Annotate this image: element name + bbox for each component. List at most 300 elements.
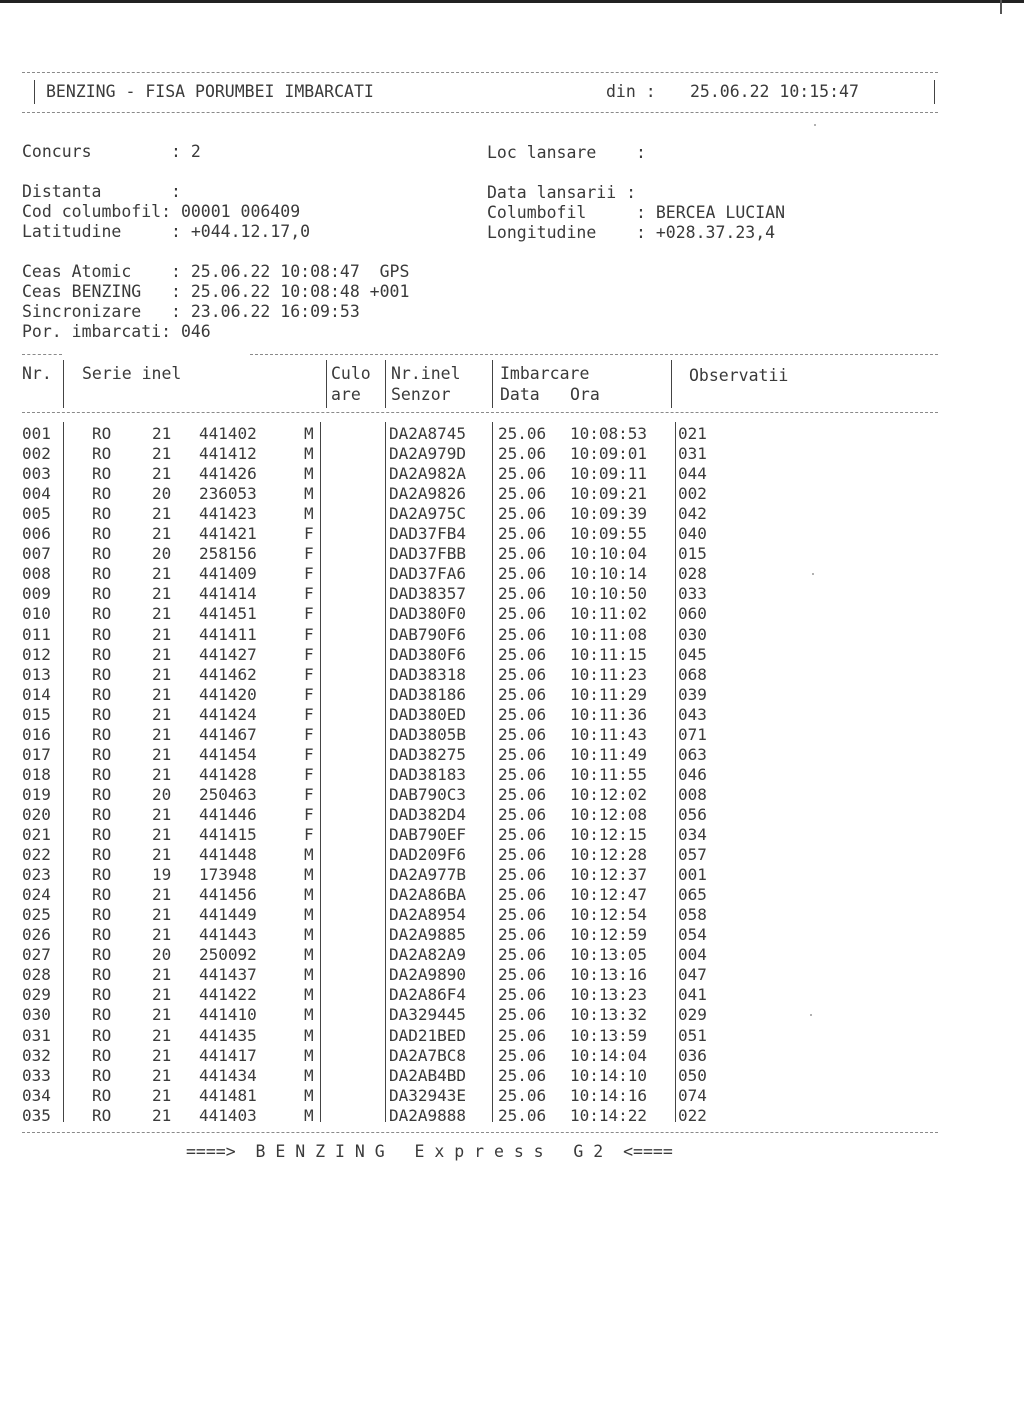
- row-date: 25.06: [498, 965, 547, 985]
- row-nr: 008: [22, 564, 51, 584]
- row-time: 10:11:36: [570, 704, 648, 724]
- row-nr: 009: [22, 584, 51, 604]
- row-observatii: 060: [678, 604, 707, 624]
- row-sensor: DA2A86F4: [389, 985, 467, 1005]
- table-row: [0, 524, 1000, 544]
- info-distanta: Distanta :: [22, 182, 181, 201]
- info-ceas-atomic: Ceas Atomic : 25.06.22 10:08:47 GPS: [22, 262, 410, 281]
- row-sex: F: [304, 804, 314, 824]
- row-sensor: DA2A982A: [389, 464, 467, 484]
- row-sensor: DA2A86BA: [389, 885, 467, 905]
- table-top-rule-left: [22, 354, 62, 355]
- row-country: RO: [92, 484, 112, 504]
- table-row: [0, 1026, 1000, 1046]
- row-sensor: DAB790F6: [389, 624, 467, 644]
- row-country: RO: [92, 865, 112, 885]
- table-row: [0, 765, 1000, 785]
- row-sex: M: [304, 1005, 314, 1025]
- row-time: 10:09:55: [570, 524, 648, 544]
- row-date: 25.06: [498, 1005, 547, 1025]
- row-ring-number: 441411: [199, 624, 257, 644]
- row-sensor: DAD209F6: [389, 845, 467, 865]
- row-year: 21: [152, 845, 172, 865]
- row-ring-number: 441417: [199, 1045, 257, 1065]
- row-time: 10:14:16: [570, 1085, 648, 1105]
- row-time: 10:14:22: [570, 1105, 648, 1125]
- table-row: [0, 805, 1000, 825]
- row-date: 25.06: [498, 1085, 547, 1105]
- row-nr: 027: [22, 945, 51, 965]
- row-sex: F: [304, 704, 314, 724]
- row-country: RO: [92, 784, 112, 804]
- row-observatii: 043: [678, 704, 707, 724]
- row-country: RO: [92, 724, 112, 744]
- row-observatii: 029: [678, 1005, 707, 1025]
- row-ring-number: 441423: [199, 504, 257, 524]
- row-country: RO: [92, 624, 112, 644]
- row-ring-number: 250463: [199, 784, 257, 804]
- row-nr: 032: [22, 1045, 51, 1065]
- row-nr: 024: [22, 885, 51, 905]
- row-sensor: DAD37FB4: [389, 524, 467, 544]
- row-ring-number: 441426: [199, 464, 257, 484]
- row-observatii: 058: [678, 905, 707, 925]
- table-row: [0, 464, 1000, 484]
- row-nr: 031: [22, 1025, 51, 1045]
- scan-speck: [814, 124, 816, 126]
- table-row: [0, 825, 1000, 845]
- row-ring-number: 441422: [199, 985, 257, 1005]
- row-country: RO: [92, 804, 112, 824]
- row-date: 25.06: [498, 544, 547, 564]
- info-columbofil: Columbofil : BERCEA LUCIAN: [487, 203, 786, 222]
- row-year: 21: [152, 1105, 172, 1125]
- row-observatii: 063: [678, 744, 707, 764]
- row-sex: F: [304, 764, 314, 784]
- row-date: 25.06: [498, 444, 547, 464]
- row-sex: F: [304, 604, 314, 624]
- col-header-culoare-1: Culo: [331, 364, 371, 383]
- row-date: 25.06: [498, 504, 547, 524]
- row-date: 25.06: [498, 584, 547, 604]
- row-date: 25.06: [498, 684, 547, 704]
- table-row: [0, 1086, 1000, 1106]
- row-observatii: 001: [678, 865, 707, 885]
- col-sep-header-5: [671, 360, 672, 408]
- row-observatii: 071: [678, 724, 707, 744]
- row-time: 10:11:49: [570, 744, 648, 764]
- row-observatii: 021: [678, 424, 707, 443]
- row-nr: 029: [22, 985, 51, 1005]
- row-year: 21: [152, 905, 172, 925]
- row-sensor: DAD37FA6: [389, 564, 467, 584]
- row-year: 21: [152, 1005, 172, 1025]
- col-header-serie-inel: Serie inel: [82, 364, 182, 383]
- row-nr: 030: [22, 1005, 51, 1025]
- table-row: [0, 945, 1000, 965]
- row-sex: M: [304, 885, 314, 905]
- row-ring-number: 441449: [199, 905, 257, 925]
- row-observatii: 033: [678, 584, 707, 604]
- row-country: RO: [92, 764, 112, 784]
- info-cod-columbofil: Cod columbofil: 00001 006409: [22, 202, 301, 221]
- row-sensor: DA2AB4BD: [389, 1065, 467, 1085]
- row-sensor: DA2A8954: [389, 905, 467, 925]
- row-time: 10:13:05: [570, 945, 648, 965]
- row-sensor: DAD3805B: [389, 724, 467, 744]
- row-time: 10:12:47: [570, 885, 648, 905]
- row-year: 21: [152, 684, 172, 704]
- row-year: 21: [152, 584, 172, 604]
- row-nr: 019: [22, 784, 51, 804]
- row-sensor: DA2A9826: [389, 484, 467, 504]
- row-ring-number: 441435: [199, 1025, 257, 1045]
- row-nr: 028: [22, 965, 51, 985]
- row-date: 25.06: [498, 424, 547, 443]
- row-ring-number: 441414: [199, 584, 257, 604]
- row-sensor: DA2A82A9: [389, 945, 467, 965]
- row-ring-number: 441402: [199, 424, 257, 443]
- row-nr: 004: [22, 484, 51, 504]
- row-date: 25.06: [498, 744, 547, 764]
- row-sex: M: [304, 1065, 314, 1085]
- header-right-bar: [934, 80, 935, 104]
- row-time: 10:12:15: [570, 825, 648, 844]
- col-header-ora: Ora: [570, 385, 600, 404]
- row-ring-number: 173948: [199, 865, 257, 885]
- row-country: RO: [92, 1065, 112, 1085]
- row-sensor: DAB790EF: [389, 825, 467, 844]
- row-year: 21: [152, 965, 172, 985]
- row-sensor: DAD38183: [389, 764, 467, 784]
- scan-top-edge: [0, 0, 1024, 3]
- table-header-bottom-rule: [22, 412, 938, 413]
- row-time: 10:12:54: [570, 905, 648, 925]
- row-date: 25.06: [498, 764, 547, 784]
- row-nr: 015: [22, 704, 51, 724]
- row-sex: F: [304, 524, 314, 544]
- row-nr: 023: [22, 865, 51, 885]
- row-country: RO: [92, 504, 112, 524]
- row-sex: M: [304, 464, 314, 484]
- col-sep-header-2: [326, 360, 327, 408]
- row-sex: M: [304, 965, 314, 985]
- row-ring-number: 441467: [199, 724, 257, 744]
- row-sensor: DA2A9890: [389, 965, 467, 985]
- table-row: [0, 484, 1000, 504]
- row-ring-number: 441415: [199, 825, 257, 844]
- row-sensor: DAB790C3: [389, 784, 467, 804]
- row-country: RO: [92, 845, 112, 865]
- row-sex: M: [304, 985, 314, 1005]
- info-sincronizare: Sincronizare : 23.06.22 16:09:53: [22, 302, 360, 321]
- row-date: 25.06: [498, 865, 547, 885]
- row-time: 10:12:59: [570, 925, 648, 945]
- row-time: 10:11:55: [570, 764, 648, 784]
- row-year: 21: [152, 744, 172, 764]
- row-ring-number: 441424: [199, 704, 257, 724]
- row-sex: M: [304, 905, 314, 925]
- header-title: BENZING - FISA PORUMBEI IMBARCATI: [46, 82, 374, 101]
- row-year: 21: [152, 985, 172, 1005]
- row-sensor: DAD38186: [389, 684, 467, 704]
- header-din-label: din :: [606, 82, 656, 101]
- row-date: 25.06: [498, 704, 547, 724]
- row-observatii: 057: [678, 845, 707, 865]
- table-row: [0, 1005, 1000, 1025]
- row-nr: 001: [22, 424, 51, 443]
- row-nr: 003: [22, 464, 51, 484]
- row-time: 10:09:39: [570, 504, 648, 524]
- row-sex: F: [304, 544, 314, 564]
- row-nr: 005: [22, 504, 51, 524]
- row-date: 25.06: [498, 1105, 547, 1125]
- table-row: [0, 625, 1000, 645]
- table-row: [0, 985, 1000, 1005]
- row-sex: M: [304, 504, 314, 524]
- row-ring-number: 441462: [199, 664, 257, 684]
- col-header-data: Data: [500, 385, 540, 404]
- table-row: [0, 665, 1000, 685]
- row-sensor: DA2A9885: [389, 925, 467, 945]
- row-year: 20: [152, 484, 172, 504]
- row-sex: M: [304, 925, 314, 945]
- row-ring-number: 441420: [199, 684, 257, 704]
- row-date: 25.06: [498, 524, 547, 544]
- row-country: RO: [92, 604, 112, 624]
- row-sensor: DAD38275: [389, 744, 467, 764]
- row-nr: 016: [22, 724, 51, 744]
- row-year: 21: [152, 604, 172, 624]
- row-ring-number: 441410: [199, 1005, 257, 1025]
- row-time: 10:09:01: [570, 444, 648, 464]
- row-time: 10:11:43: [570, 724, 648, 744]
- row-time: 10:13:59: [570, 1025, 648, 1045]
- table-row: [0, 604, 1000, 624]
- row-observatii: 008: [678, 784, 707, 804]
- row-country: RO: [92, 444, 112, 464]
- row-sensor: DA329445: [389, 1005, 467, 1025]
- row-date: 25.06: [498, 784, 547, 804]
- row-time: 10:11:29: [570, 684, 648, 704]
- row-observatii: 004: [678, 945, 707, 965]
- row-time: 10:11:02: [570, 604, 648, 624]
- row-date: 25.06: [498, 925, 547, 945]
- row-time: 10:10:14: [570, 564, 648, 584]
- row-observatii: 056: [678, 804, 707, 824]
- row-nr: 021: [22, 825, 51, 844]
- row-observatii: 028: [678, 564, 707, 584]
- info-latitudine: Latitudine : +044.12.17,0: [22, 222, 311, 241]
- info-por-imbarcati: Por. imbarcati: 046: [22, 322, 211, 341]
- col-header-observatii: Observatii: [689, 366, 789, 385]
- row-year: 21: [152, 1045, 172, 1065]
- row-ring-number: 441437: [199, 965, 257, 985]
- row-date: 25.06: [498, 825, 547, 844]
- row-nr: 035: [22, 1105, 51, 1125]
- row-time: 10:12:08: [570, 804, 648, 824]
- row-time: 10:12:28: [570, 845, 648, 865]
- info-longitudine: Longitudine : +028.37.23,4: [487, 223, 776, 242]
- row-observatii: 040: [678, 524, 707, 544]
- row-observatii: 074: [678, 1085, 707, 1105]
- row-year: 21: [152, 464, 172, 484]
- row-sex: M: [304, 945, 314, 965]
- table-row: [0, 645, 1000, 665]
- row-ring-number: 236053: [199, 484, 257, 504]
- row-nr: 012: [22, 644, 51, 664]
- row-ring-number: 441456: [199, 885, 257, 905]
- row-date: 25.06: [498, 1045, 547, 1065]
- row-observatii: 022: [678, 1105, 707, 1125]
- row-country: RO: [92, 664, 112, 684]
- row-date: 25.06: [498, 624, 547, 644]
- row-sensor: DAD382D4: [389, 804, 467, 824]
- row-sensor: DA2A8745: [389, 424, 467, 443]
- row-time: 10:10:50: [570, 584, 648, 604]
- col-header-imbarcare: Imbarcare: [500, 364, 590, 383]
- table-row: [0, 725, 1000, 745]
- row-nr: 034: [22, 1085, 51, 1105]
- scan-speck: [810, 1014, 812, 1016]
- row-year: 19: [152, 865, 172, 885]
- table-row: [0, 865, 1000, 885]
- row-year: 21: [152, 1065, 172, 1085]
- row-ring-number: 441448: [199, 845, 257, 865]
- table-row: [0, 1106, 1000, 1126]
- row-date: 25.06: [498, 724, 547, 744]
- scan-speck: [812, 573, 814, 575]
- row-observatii: 044: [678, 464, 707, 484]
- row-year: 20: [152, 544, 172, 564]
- row-year: 21: [152, 1085, 172, 1105]
- row-country: RO: [92, 704, 112, 724]
- row-nr: 033: [22, 1065, 51, 1085]
- row-country: RO: [92, 744, 112, 764]
- row-year: 21: [152, 524, 172, 544]
- row-country: RO: [92, 584, 112, 604]
- row-nr: 018: [22, 764, 51, 784]
- row-time: 10:13:23: [570, 985, 648, 1005]
- table-row: [0, 504, 1000, 524]
- row-sex: M: [304, 865, 314, 885]
- row-observatii: 045: [678, 644, 707, 664]
- row-observatii: 046: [678, 764, 707, 784]
- row-observatii: 068: [678, 664, 707, 684]
- row-date: 25.06: [498, 945, 547, 965]
- row-ring-number: 441412: [199, 444, 257, 464]
- row-date: 25.06: [498, 845, 547, 865]
- row-date: 25.06: [498, 985, 547, 1005]
- row-nr: 025: [22, 905, 51, 925]
- footer-banner: ====> B E N Z I N G E x p r e s s G 2 <====: [186, 1142, 673, 1161]
- row-nr: 011: [22, 624, 51, 644]
- row-year: 21: [152, 1025, 172, 1045]
- row-sex: F: [304, 564, 314, 584]
- row-year: 21: [152, 664, 172, 684]
- table-row: [0, 685, 1000, 705]
- row-sensor: DAD380ED: [389, 704, 467, 724]
- row-nr: 007: [22, 544, 51, 564]
- row-sex: F: [304, 684, 314, 704]
- row-country: RO: [92, 925, 112, 945]
- table-row: [0, 444, 1000, 464]
- row-ring-number: 258156: [199, 544, 257, 564]
- row-nr: 014: [22, 684, 51, 704]
- row-sensor: DA2A975C: [389, 504, 467, 524]
- row-date: 25.06: [498, 885, 547, 905]
- row-sensor: DAD21BED: [389, 1025, 467, 1045]
- col-header-nr: Nr.: [22, 364, 52, 383]
- table-row: [0, 584, 1000, 604]
- row-year: 21: [152, 444, 172, 464]
- table-row: [0, 745, 1000, 765]
- row-ring-number: 441443: [199, 925, 257, 945]
- row-observatii: 036: [678, 1045, 707, 1065]
- row-sex: F: [304, 584, 314, 604]
- table-row: [0, 965, 1000, 985]
- row-time: 10:11:23: [570, 664, 648, 684]
- row-year: 21: [152, 644, 172, 664]
- row-observatii: 031: [678, 444, 707, 464]
- row-year: 21: [152, 804, 172, 824]
- table-row: [0, 885, 1000, 905]
- row-sex: F: [304, 664, 314, 684]
- row-country: RO: [92, 1005, 112, 1025]
- row-sensor: DA2A7BC8: [389, 1045, 467, 1065]
- row-country: RO: [92, 905, 112, 925]
- row-time: 10:08:53: [570, 424, 648, 443]
- row-observatii: 041: [678, 985, 707, 1005]
- row-nr: 002: [22, 444, 51, 464]
- row-ring-number: 441403: [199, 1105, 257, 1125]
- table-row: [0, 705, 1000, 725]
- row-time: 10:11:08: [570, 624, 648, 644]
- row-sex: F: [304, 744, 314, 764]
- row-year: 21: [152, 724, 172, 744]
- row-country: RO: [92, 464, 112, 484]
- row-observatii: 034: [678, 825, 707, 844]
- row-ring-number: 441434: [199, 1065, 257, 1085]
- row-time: 10:09:21: [570, 484, 648, 504]
- row-country: RO: [92, 985, 112, 1005]
- row-observatii: 065: [678, 885, 707, 905]
- row-observatii: 015: [678, 544, 707, 564]
- row-country: RO: [92, 524, 112, 544]
- row-ring-number: 441451: [199, 604, 257, 624]
- row-date: 25.06: [498, 644, 547, 664]
- col-header-senzor: Senzor: [391, 385, 451, 404]
- header-bottom-rule: [22, 112, 938, 113]
- row-time: 10:14:10: [570, 1065, 648, 1085]
- row-sex: F: [304, 624, 314, 644]
- row-sex: M: [304, 845, 314, 865]
- row-country: RO: [92, 1045, 112, 1065]
- row-observatii: 051: [678, 1025, 707, 1045]
- row-date: 25.06: [498, 664, 547, 684]
- row-country: RO: [92, 1105, 112, 1125]
- row-sensor: DA2A979D: [389, 444, 467, 464]
- row-date: 25.06: [498, 804, 547, 824]
- row-nr: 020: [22, 804, 51, 824]
- info-loc-lansare: Loc lansare :: [487, 143, 646, 162]
- row-country: RO: [92, 1085, 112, 1105]
- row-time: 10:14:04: [570, 1045, 648, 1065]
- table-top-rule: [250, 354, 938, 355]
- row-time: 10:13:32: [570, 1005, 648, 1025]
- row-ring-number: 441446: [199, 804, 257, 824]
- col-sep-header-1: [63, 360, 64, 408]
